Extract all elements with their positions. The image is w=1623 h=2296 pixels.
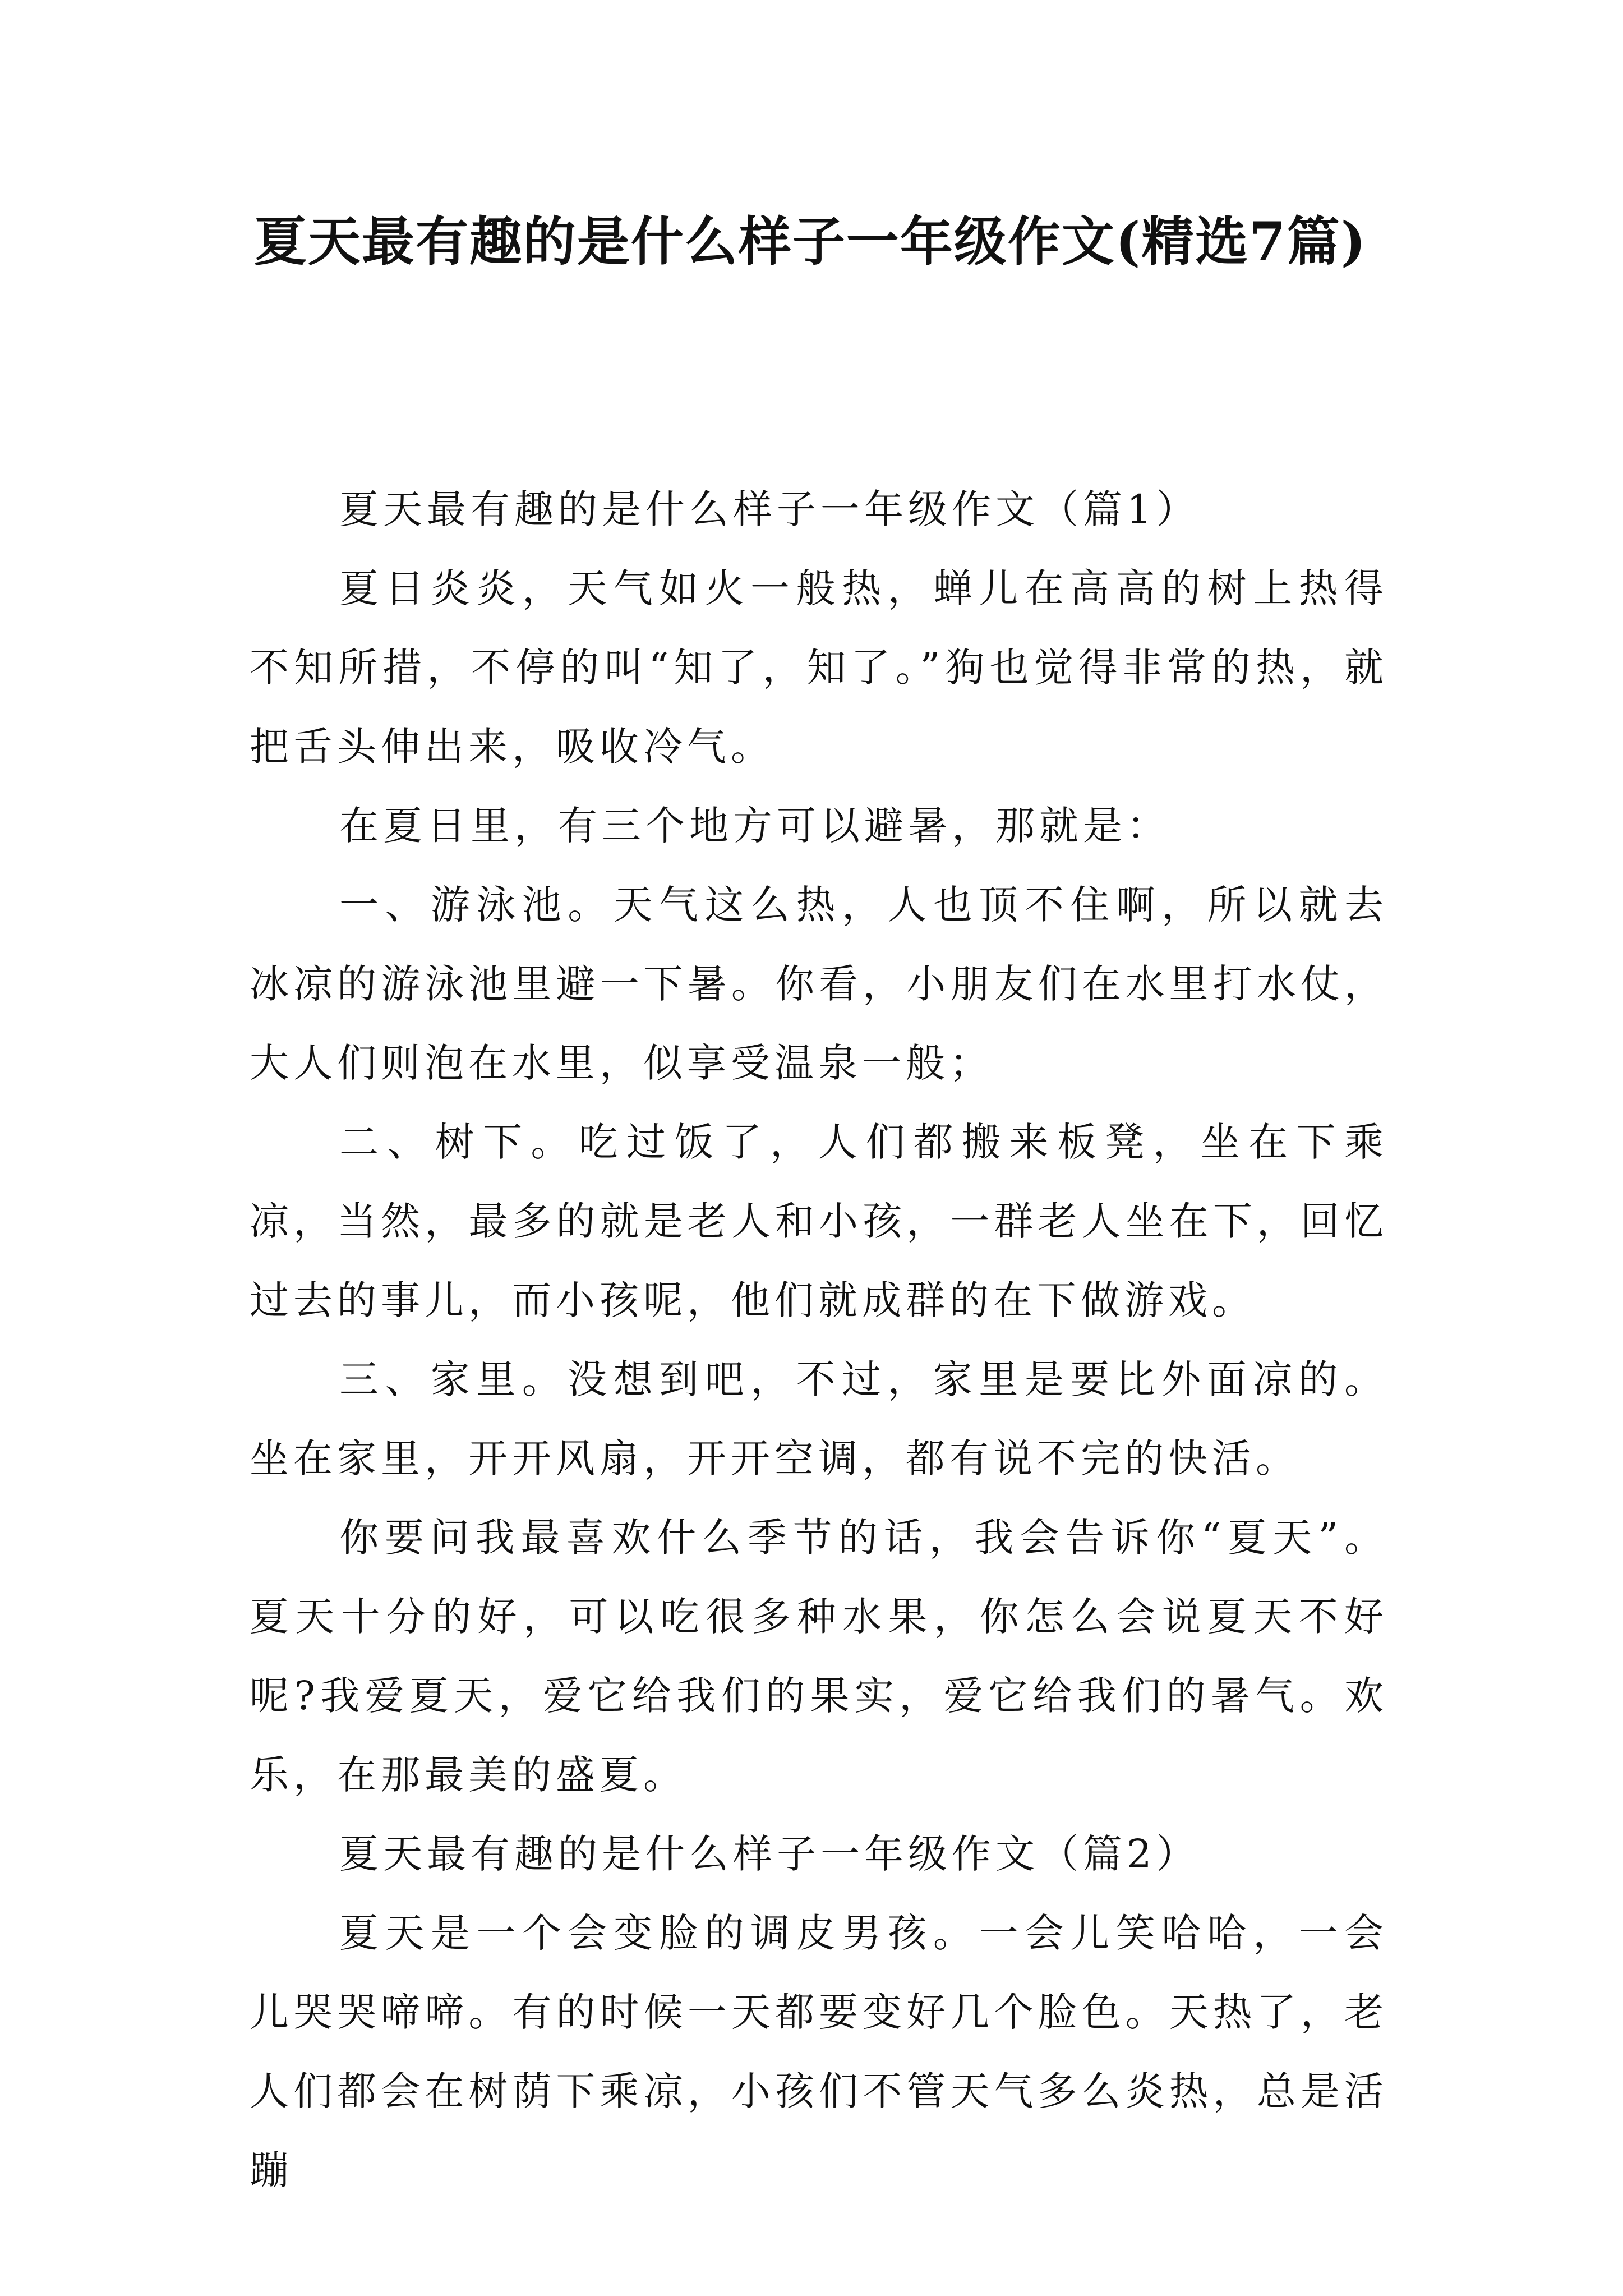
paragraph: 夏日炎炎，天气如火一般热，蝉儿在高高的树上热得不知所措，不停的叫“知了，知了。”狗也觉得非常的热，就把舌头伸出来，吸收冷气。 xyxy=(250,565,1388,770)
section-heading: 夏天最有趣的是什么样子一年级作文（篇1） xyxy=(339,486,1200,532)
paragraph: 夏天是一个会变脸的调皮男孩。一会儿笑哈哈，一会儿哭哭啼啼。有的时候一天都要变好几个脸色。天热了，老人们都会在树荫下乘凉，小孩们不管天气多么炎热，总是活蹦 xyxy=(250,1910,1388,2193)
paragraph: 一、游泳池。天气这么热，人也顶不住啊，所以就去冰凉的游泳池里避一下暑。你看，小朋友们在水里打水仗，大人们则泡在水里，似享受温泉一般； xyxy=(250,882,1388,1086)
document-body xyxy=(250,470,1388,2210)
paragraph: 在夏日里，有三个地方可以避暑，那就是： xyxy=(339,803,1170,849)
section-heading: 夏天最有趣的是什么样子一年级作文（篇2） xyxy=(339,1831,1200,1877)
paragraph: 你要问我最喜欢什么季节的话，我会告诉你“夏天”。夏天十分的好，可以吃很多种水果，你怎么会说夏天不好呢?我爱夏天，爱它给我们的果实，爱它给我们的暑气。欢乐，在那最美的盛夏。 xyxy=(250,1515,1388,1798)
document-title: 夏天最有趣的是什么样子一年级作文(精选7篇) xyxy=(253,211,1367,273)
paragraph: 二、树下。吃过饭了，人们都搬来板凳，坐在下乘凉，当然，最多的就是老人和小孩，一群老人坐在下，回忆过去的事儿，而小孩呢，他们就成群的在下做游戏。 xyxy=(250,1119,1388,1323)
paragraph: 三、家里。没想到吧，不过，家里是要比外面凉的。坐在家里，开开风扇，开开空调，都有说不完的快活。 xyxy=(250,1356,1388,1481)
